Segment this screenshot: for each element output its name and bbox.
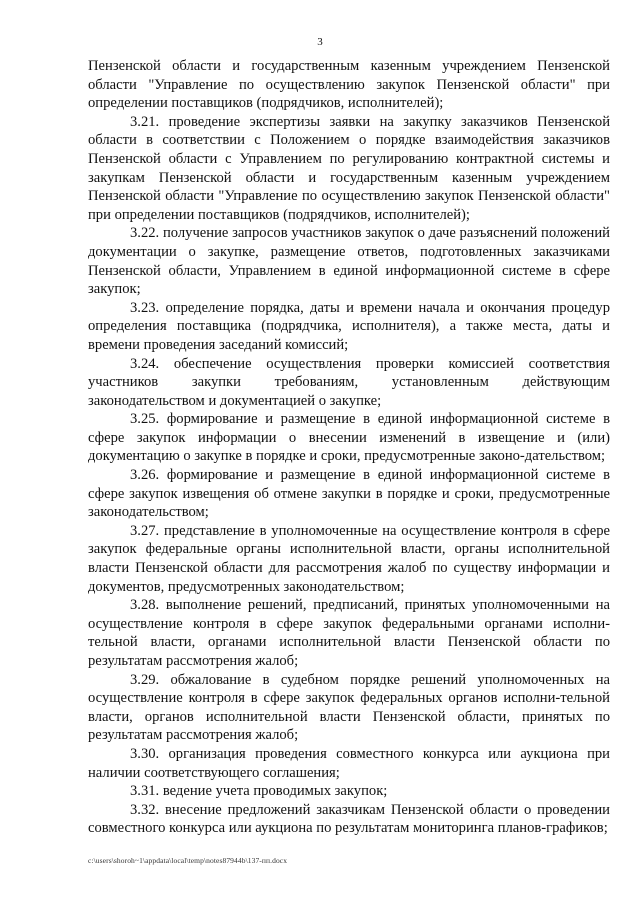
page-number: 3 — [317, 36, 323, 48]
paragraph-3-31: 3.31. ведение учета проводимых закупок; — [130, 783, 388, 800]
paragraph-3-27: 3.27. представление в уполномоченные на осуществление контроля в сфере закупок федеральные органы исполнительной власти, органы исполнительной власти Пензенской области для рассмотрения жалоб по существу информации и документов, предусмотренных законодательством; — [88, 522, 610, 595]
intro-paragraph: Пензенской области и государственным казенным учреждением Пензенской области "Управление по осуществлению закупок Пензенской области" при определении поставщиков (подрядчиков, исполнителей); — [88, 58, 610, 112]
paragraph-3-24: 3.24. обеспечение осуществления проверки комиссией соответствия участников закупки требованиям, установленным действующим законодательством и документацией о закупке; — [88, 355, 610, 409]
paragraph-3-25: 3.25. формирование и размещение в единой информационной системе в сфере закупок информации о внесении изменений в извещение и (или) документацию о закупке в порядке и сроки, предусмотренные законо-дательством; — [88, 411, 610, 465]
paragraph-3-22: 3.22. получение запросов участников закупок о даче разъяснений положений документации о закупке, размещение ответов, подготовленных заказчиками Пензенской области, Управлением в единой информационной системе в сфере закупок; — [88, 225, 610, 298]
paragraph-3-30: 3.30. организация проведения совместного конкурса или аукциона при наличии соответствующего соглашения; — [88, 745, 610, 781]
paragraph-3-29: 3.29. обжалование в судебном порядке решений уполномоченных на осуществление контроля в сфере закупок федеральных органов исполни-тельной власти, органов исполнительной власти Пензенской области, принятых по результатам рассмотрения жалоб; — [88, 671, 610, 744]
document-body — [88, 57, 610, 838]
paragraph-3-21: 3.21. проведение экспертизы заявки на закупку заказчиков Пензенской области в соответствии с Положением о порядке взаимодействия заказчиков Пензенской области с Управлением по регулированию контрактной системы и закупкам Пензенской области и государственным казенным учреждением Пензенской области "Управление по осуществлению закупок Пензенской области" при определении поставщиков (подрядчиков, исполнителей); — [88, 113, 610, 223]
footer-file-path: c:\users\shoroh~1\appdata\local\temp\notes87944b\137-пп.docx — [88, 856, 288, 865]
paragraph-3-28: 3.28. выполнение решений, предписаний, принятых уполномоченными на осуществление контроля в сфере закупок федеральными органами исполни-тельной власти, органами исполнительной власти Пензенской области по результатам рассмотрения жалоб; — [88, 597, 610, 669]
paragraph-3-32: 3.32. внесение предложений заказчикам Пензенской области о проведении совместного конкурса или аукциона по результатам мониторинга планов-графиков; — [88, 801, 610, 837]
paragraph-3-26: 3.26. формирование и размещение в единой информационной системе в сфере закупок извещения об отмене закупки в порядке и сроки, предусмотренные законодательством; — [88, 467, 610, 521]
paragraph-3-23: 3.23. определение порядка, даты и времени начала и окончания процедур определения поставщика (подрядчика, исполнителя), а также места, даты и времени проведения заседаний комиссий; — [88, 299, 610, 353]
